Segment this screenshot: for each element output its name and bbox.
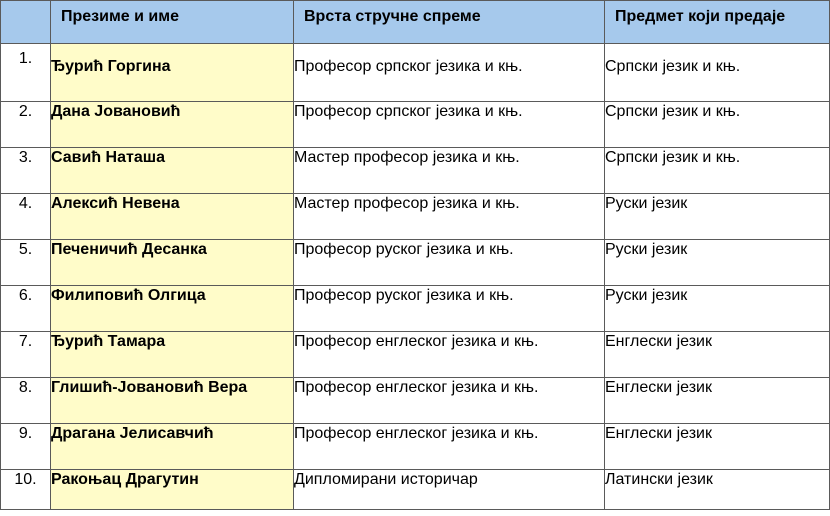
subject: Енглески језик	[605, 424, 830, 470]
teacher-name: Ракоњац Драгутин	[51, 470, 294, 510]
qualification: Мастер професор језика и књ.	[294, 148, 605, 194]
table-row	[1, 424, 830, 470]
header-number	[1, 1, 51, 44]
table-header-row	[1, 1, 830, 44]
header-name: Презиме и име	[51, 1, 294, 44]
subject: Руски језик	[605, 240, 830, 286]
table-row	[1, 378, 830, 424]
subject: Српски језик и књ.	[605, 102, 830, 148]
subject: Српски језик и књ.	[605, 44, 830, 102]
teacher-name: Драгана Јелисавчић	[51, 424, 294, 470]
row-number: 6.	[1, 286, 51, 332]
row-number: 5.	[1, 240, 51, 286]
teacher-name: Филиповић Олгица	[51, 286, 294, 332]
qualification: Професор енглеског језика и књ.	[294, 332, 605, 378]
qualification: Професор српског језика и књ.	[294, 102, 605, 148]
qualification: Мастер професор језика и књ.	[294, 194, 605, 240]
row-number: 3.	[1, 148, 51, 194]
header-qualification: Врста стручне спреме	[294, 1, 605, 44]
qualification: Професор енглеског језика и књ.	[294, 378, 605, 424]
row-number: 4.	[1, 194, 51, 240]
table-row	[1, 102, 830, 148]
subject: Енглески језик	[605, 378, 830, 424]
subject: Енглески језик	[605, 332, 830, 378]
qualification: Професор енглеског језика и књ.	[294, 424, 605, 470]
subject: Руски језик	[605, 194, 830, 240]
subject: Руски језик	[605, 286, 830, 332]
row-number: 8.	[1, 378, 51, 424]
table-row	[1, 194, 830, 240]
row-number: 10.	[1, 470, 51, 510]
teacher-name: Печеничић Десанка	[51, 240, 294, 286]
header-subject: Предмет који предаје	[605, 1, 830, 44]
teacher-name: Глишић-Јовановић Вера	[51, 378, 294, 424]
subject: Латински језик	[605, 470, 830, 510]
table-row	[1, 332, 830, 378]
row-number: 9.	[1, 424, 51, 470]
table-row	[1, 470, 830, 510]
qualification: Професор српског језика и књ.	[294, 44, 605, 102]
teacher-name: Ђурић Тамара	[51, 332, 294, 378]
row-number: 1.	[1, 44, 51, 102]
qualification: Професор руског језика и књ.	[294, 240, 605, 286]
table-row	[1, 44, 830, 102]
subject: Српски језик и књ.	[605, 148, 830, 194]
row-number: 2.	[1, 102, 51, 148]
row-number: 7.	[1, 332, 51, 378]
table-row	[1, 286, 830, 332]
qualification: Дипломирани историчар	[294, 470, 605, 510]
table-row	[1, 240, 830, 286]
teacher-name: Ђурић Горгина	[51, 44, 294, 102]
teacher-name: Савић Наташа	[51, 148, 294, 194]
teacher-name: Алексић Невена	[51, 194, 294, 240]
teacher-name: Дана Јовановић	[51, 102, 294, 148]
qualification: Професор руског језика и књ.	[294, 286, 605, 332]
table-row	[1, 148, 830, 194]
